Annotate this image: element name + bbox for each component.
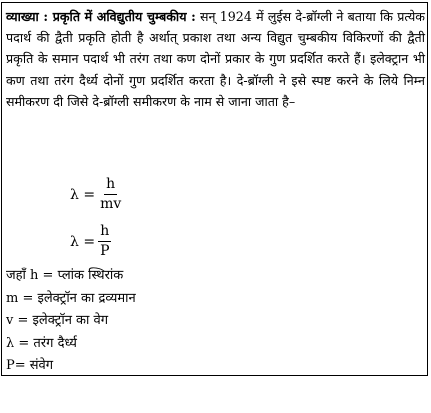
fraction-denominator: mv bbox=[100, 196, 122, 212]
symbol-definitions bbox=[6, 265, 136, 378]
fraction bbox=[98, 176, 123, 213]
explanation-paragraph bbox=[6, 6, 425, 112]
definition-h: जहाँ h = प्लांक स्थिरांक bbox=[6, 268, 124, 283]
definition-v: v = इलेक्ट्रॉन का वेग bbox=[6, 313, 109, 328]
section-heading: व्याख्या : प्रकृति में अविद्युतीय चुम्बकीय : bbox=[6, 9, 196, 24]
definition-lambda: λ = तरंग दैर्ध्य bbox=[6, 335, 77, 351]
formula-lhs: λ = bbox=[70, 233, 96, 250]
explanation-text: सन् 1924 में लुईस दे-ब्रॉग्ली ने बताया कि प्रत्येक पदार्थ की द्वैती प्रकृति होती है अर्थात् प्रकाश तथा अन्य विद्युत चुम्बकीय विकिरणों की द्वैती प्रकृति के समान पदार्थ भी तरंग तथा कण दोनों प्रकार के गुण प्रदर्शित करते हैं। इलेक्ट्रान भी कण तथा तरंग दैर्ध्य दोनों गुण प्रदर्शित करता है। दे-ब्रॉग्ली ने इसे स्पष्ट करने के लिये निम्न समीकरण दी जिसे दे-ब्रॉग्ली समीकरण के नाम से जाना जाता है– bbox=[6, 9, 425, 109]
de-broglie-equation-mv bbox=[70, 176, 123, 213]
definition-m: m = इलेक्ट्रॉन का द्रव्यमान bbox=[6, 290, 136, 306]
fraction-numerator: h bbox=[104, 176, 117, 195]
fraction bbox=[98, 223, 111, 260]
content-box bbox=[1, 2, 428, 376]
fraction-denominator: P bbox=[100, 243, 110, 259]
fraction-numerator: h bbox=[98, 223, 111, 242]
de-broglie-equation-p bbox=[70, 223, 111, 260]
definition-p: P= संवेग bbox=[6, 358, 54, 373]
formula-lhs: λ = bbox=[70, 186, 96, 203]
